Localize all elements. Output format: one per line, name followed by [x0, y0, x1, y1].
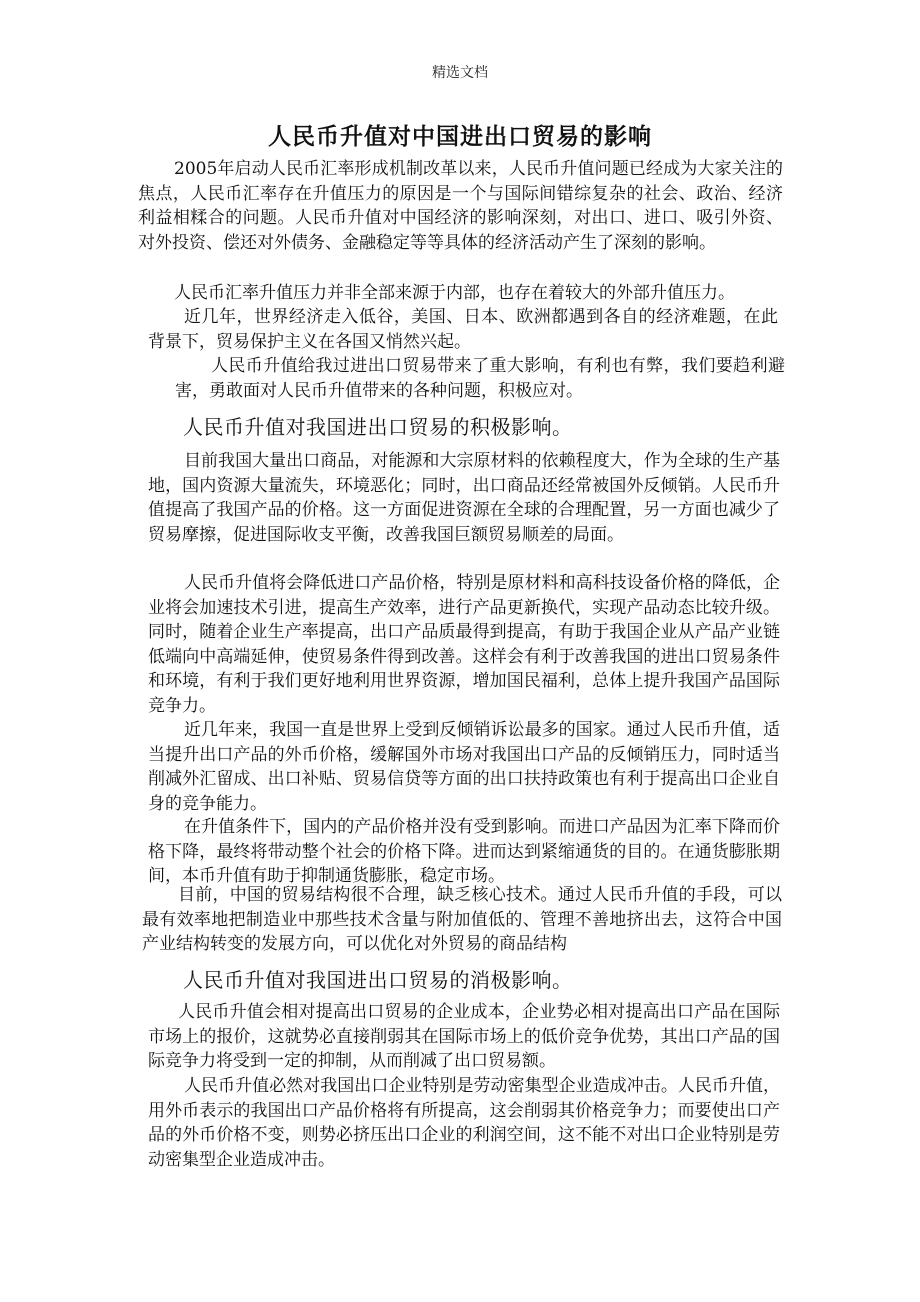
intro-paragraph-3: 近几年，世界经济走入低谷，美国、日本、欧洲都遇到各自的经济难题，在此背景下，贸易保护主义在各国又悄然兴起。 [148, 307, 778, 352]
negative-paragraph-1: 人民币升值会相对提高出口贸易的企业成本，企业势必相对提高出口产品在国际市场上的报价，这就势必直接削弱其在国际市场上的低价竞争优势，其出口产品的国际竞争力将受到一定的抑制，从而削减了出口贸易额。 [148, 1002, 780, 1071]
positive-paragraph-3: 近几年来，我国一直是世界上受到反倾销诉讼最多的国家。通过人民币升值，适当提升出口产品的外币价格，缓解国外市场对我国出口产品的反倾销压力，同时适当削减外汇留成、出口补贴、贸易信贷等方面的出口扶持政策也有利于提高出口企业自身的竞争能力。 [148, 720, 780, 814]
intro-paragraph-2: 人民币汇率升值压力并非全部来源于内部，也存在着较大的外部升值压力。 [174, 283, 735, 303]
section-heading-negative: 人民币升值对我国进出口贸易的消极影响。 [183, 968, 573, 992]
positive-paragraph-5: 目前，中国的贸易结构很不合理，缺乏核心技术。通过人民币升值的手段，可以最有效率地把制造业中那些技术含量与附加值低的、管理不善地挤出去，这符合中国产业结构转变的发展方向，可以优化对外贸易的商品结构 [142, 885, 782, 954]
intro-paragraph-4: 人民币升值给我过进出口贸易带来了重大影响，有利也有弊，我们要趋利避害，勇敢面对人民币升值带来的各种问题，积极应对。 [175, 356, 785, 401]
document-title: 人民币升值对中国进出口贸易的影响 [268, 124, 652, 150]
positive-paragraph-2: 人民币升值将会降低进口产品价格，特别是原材料和高科技设备价格的降低，企业将会加速技术引进，提高生产效率，进行产品更新换代，实现产品动态比较升级。同时，随着企业生产率提高，出口产品质最得到提高，有助于我国企业从产品产业链低端向中高端延伸，使贸易条件得到改善。这样会有利于改善我国的进出口贸易条件和环境，有利于我们更好地利用世界资源，增加国民福利，总体上提升我国产品国际竞争力。 [148, 573, 780, 716]
intro-paragraph-1: 2005年启动人民币汇率形成机制改革以来，人民币升值问题已经成为大家关注的焦点，人民币汇率存在升值压力的原因是一个与国际间错综复杂的社会、政治、经济利益相糅合的问题。人民币升值对中国经济的影响深刻，对出口、进口、吸引外资、对外投资、偿还对外债务、金融稳定等等具体的经济活动产生了深刻的影响。 [138, 159, 783, 253]
page-header: 精选文档 [432, 65, 488, 81]
negative-paragraph-2: 人民币升值必然对我国出口企业特别是劳动密集型企业造成冲击。人民币升值，用外币表示的我国出口产品价格将有所提高，这会削弱其价格竞争力；而要使出口产品的外币价格不变，则势必挤压出口企业的利润空间，这不能不对出口企业特别是劳动密集型企业造成冲击。 [148, 1076, 780, 1170]
positive-paragraph-4: 在升值条件下，国内的产品价格并没有受到影响。而进口产品因为汇率下降而价格下降，最终将带动整个社会的价格下降。进而达到紧缩通货的目的。在通货膨胀期间，本币升值有助于抑制通货膨胀，稳定市场。 [148, 817, 780, 886]
positive-paragraph-1: 目前我国大量出口商品，对能源和大宗原材料的依赖程度大，作为全球的生产基地，国内资源大量流失，环境恶化；同时，出口商品还经常被国外反倾销。人民币升值提高了我国产品的价格。这一方面促进资源在全球的合理配置，另一方面也减少了贸易摩擦，促进国际收支平衡，改善我国巨额贸易顺差的局面。 [148, 451, 780, 545]
section-heading-positive: 人民币升值对我国进出口贸易的积极影响。 [183, 415, 573, 439]
